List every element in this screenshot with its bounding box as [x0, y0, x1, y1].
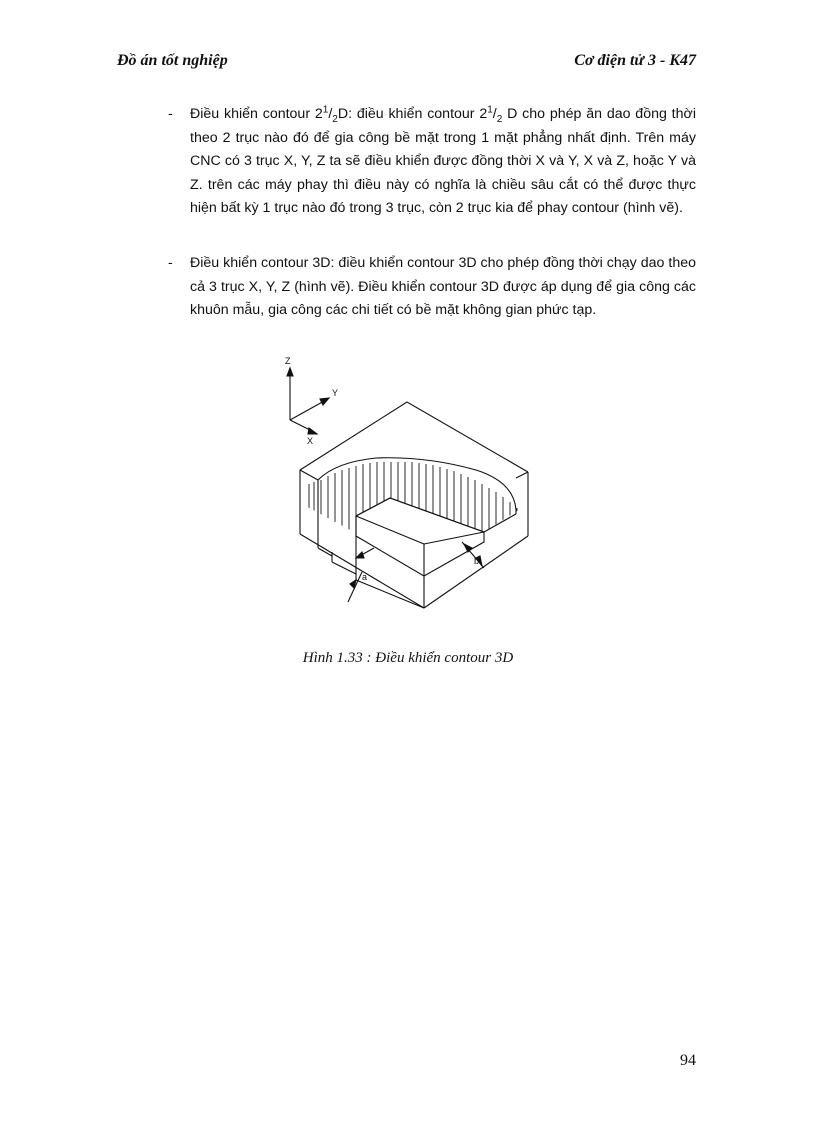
fraction-slash: /	[328, 106, 333, 122]
header-left-title: Đồ án tốt nghiệp	[117, 52, 228, 69]
dimension-a-icon	[348, 548, 374, 602]
figure-drawing	[276, 352, 536, 632]
axis-y-label: Y	[332, 388, 339, 398]
dimension-a-label: a	[362, 572, 368, 582]
page-number: 94	[680, 1052, 696, 1069]
figure-caption: Hình 1.33 : Điều khiển contour 3D	[302, 650, 514, 666]
bullet-lead: Điều khiển contour 2	[190, 106, 323, 122]
dimension-b-label: b	[474, 556, 480, 566]
bullet-dash: -	[168, 106, 173, 122]
figure-3d-contour	[276, 352, 536, 632]
bullet-item-contour-3d	[168, 252, 696, 323]
fraction-numerator: 1	[322, 104, 329, 116]
axis-icon	[287, 368, 329, 434]
bullet-text: Điều khiển contour 3D: điều khiển contour 3D cho phép đồng thời chạy dao theo cả 3 trục X, Y, Z (hình vẽ). Điều khiển contour 3D được áp dụng để gia công các khuôn mẫu, gia công các chi tiết có bề mặt không gian phức tạp.	[190, 255, 696, 318]
bullet-item-contour-2-5d	[168, 103, 696, 221]
fraction-slash: /	[492, 106, 497, 122]
fraction-denominator: 2	[496, 113, 503, 125]
axis-x-label: X	[307, 436, 314, 446]
pocket-outline	[318, 458, 516, 514]
header-right-title: Cơ điện tử 3 - K47	[574, 52, 696, 69]
bullet-mid: D: điều khiển contour 2	[337, 106, 488, 122]
bullet-dash: -	[168, 255, 173, 271]
outer-block	[300, 402, 528, 608]
fraction-denominator: 2	[332, 113, 338, 125]
bullet-rest: D cho phép ăn dao đồng thời theo 2 trục nào đó để gia công bề mặt trong 1 mặt phẳng nhất định. Trên máy CNC có 3 trục X, Y, Z ta sẽ điều khiển được đồng thời X và Y, X và Z, hoặc Y và Z. trên các máy phay thì điều này có nghĩa là chiều sâu cắt có thể được thực hiện bất kỳ 1 trục nào đó trong 3 trục, còn 2 trục kia để phay contour (hình vẽ).	[190, 106, 696, 216]
bullet-text	[190, 103, 696, 221]
axis-z-label: Z	[285, 356, 291, 366]
fraction-numerator: 1	[487, 104, 493, 116]
